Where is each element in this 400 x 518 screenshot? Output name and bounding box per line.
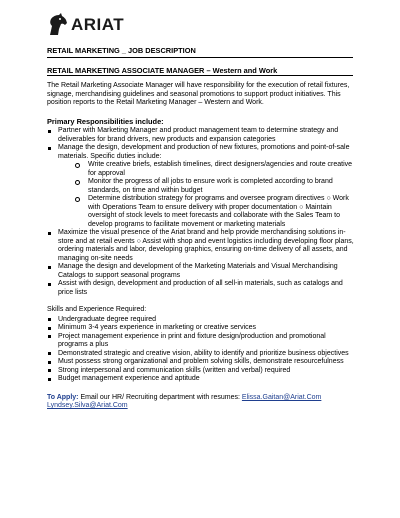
sub-list-item: Write creative briefs, establish timelines, direct designers/agencies and route creative for approval bbox=[75, 161, 357, 178]
logo-text: ARIAT bbox=[71, 15, 125, 34]
list-item: Strong interpersonal and communication skills (written and verbal) required bbox=[47, 367, 357, 376]
list-item: Undergraduate degree required bbox=[47, 316, 357, 325]
responsibilities-heading: Primary Responsibilities include: bbox=[47, 116, 164, 126]
skills-list bbox=[47, 316, 357, 384]
apply-section bbox=[47, 394, 357, 411]
apply-label: To Apply: bbox=[47, 393, 79, 401]
email-link-lyndsey[interactable]: Lyndsey.Silva@Ariat.Com bbox=[47, 402, 128, 409]
divider bbox=[47, 75, 353, 76]
sub-list bbox=[58, 161, 357, 229]
list-item: Assist with design, development and production of all sell-in materials, such as catalogs and price lists bbox=[47, 280, 357, 297]
list-item: Maximize the visual presence of the Ariat brand and help provide merchandising solutions in-store and at retail events ○ Assist with shop and event logistics including developing floor plans, ordering materials and labor, developing graphics, ensuring on-time delivery of all assets, and managing on-site needs bbox=[47, 229, 357, 263]
list-item: Demonstrated strategic and creative vision, ability to identify and prioritize business objectives bbox=[47, 350, 357, 359]
list-item: Budget management experience and aptitude bbox=[47, 375, 357, 384]
sub-list-item: Determine distribution strategy for programs and oversee program directives ○ Work with Operations Team to ensure delivery with proper documentation ○ Maintain oversight of stock levels to meet forecasts and collaborate with the Sales Team to develop programs to facilitate movement or marketing materials bbox=[75, 195, 357, 229]
divider bbox=[47, 57, 353, 58]
skills-heading: Skills and Experience Required: bbox=[47, 306, 147, 313]
document-title: RETAIL MARKETING _ JOB DESCRIPTION bbox=[47, 46, 196, 55]
list-item: Must possess strong organizational and problem solving skills, demonstrate resourcefulness bbox=[47, 358, 357, 367]
intro-paragraph: The Retail Marketing Associate Manager will have responsibility for the execution of retail fixtures, signage, merchandising guidelines and seasonal promotions to support product initiatives. This position reports to the Retail Marketing Manager – Western and Work. bbox=[47, 82, 350, 106]
email-link-elissa[interactable]: Elissa.Gaitan@Ariat.Com bbox=[241, 393, 322, 401]
sub-list-item: Monitor the progress of all jobs to ensure work is completed according to brand standards, on time and within budget bbox=[75, 178, 357, 195]
list-item: Project management experience in print and fixture design/production and promotional programs a plus bbox=[47, 333, 357, 350]
list-item: Manage the design and development of the Marketing Materials and Visual Merchandising Catalogs to support seasonal programs bbox=[47, 263, 357, 280]
list-item: Partner with Marketing Manager and product management team to determine strategy and deliverables for brand drivers, new products and expansion categories bbox=[47, 127, 357, 144]
list-item: Minimum 3-4 years experience in marketing or creative services bbox=[47, 324, 357, 333]
document-body bbox=[47, 82, 357, 411]
list-item: Manage the design, development and production of new fixtures, promotions and point-of-sale materials. Specific duties include: Write creative briefs, establish timelines, direct designers/agencies and route creative for approval Monitor the progress of all jobs to ensure work is completed according to brand standards, on time and within budget Determine distribution strategy for programs and oversee program directives ○ Work with Operations Team to ensure delivery with proper documentation ○ Maintain oversight of stock levels to meet forecasts and collaborate with the Sales Team to develop programs to facilitate movement or marketing materials bbox=[47, 144, 357, 229]
horse-head-logo-icon bbox=[46, 13, 68, 37]
responsibilities-list bbox=[47, 127, 357, 297]
position-title: RETAIL MARKETING ASSOCIATE MANAGER – Western and Work bbox=[47, 66, 278, 75]
company-logo bbox=[46, 12, 124, 38]
apply-text: Email our HR/ Recruiting department with resumes: bbox=[78, 393, 240, 401]
